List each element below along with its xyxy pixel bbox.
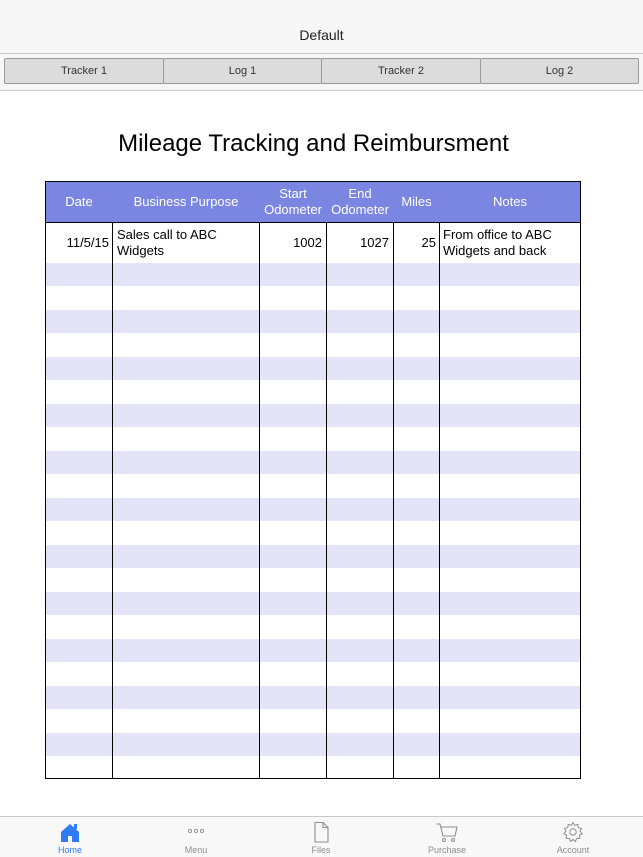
sheet-title: Mileage Tracking and Reimbursment [118,130,509,157]
sheet-tabs [0,54,643,91]
column-header-end-odometer [327,182,393,222]
tab-tracker-2[interactable]: Tracker 2 [321,58,481,84]
column-header-miles [394,182,439,222]
title-bar [0,0,643,54]
document-title: Default [299,27,344,43]
more-dots-icon [184,821,208,843]
mileage-table [45,181,581,779]
tabbar-account-label: Account [556,845,590,855]
cell-notes-line2: Widgets and back [443,243,547,258]
table-row[interactable] [46,592,580,615]
document-icon [309,821,333,843]
shopping-cart-icon [435,821,459,843]
tabbar-home[interactable] [30,817,110,857]
table-row[interactable] [46,310,580,333]
table-row[interactable] [46,357,580,380]
column-header-end-line1: End [348,186,372,201]
cell-business-purpose[interactable] [117,227,257,259]
column-divider [326,222,327,778]
cell-start-odometer[interactable]: 1002 [293,235,322,250]
table-row[interactable] [46,404,580,427]
column-header-notes-label: Notes [493,194,527,209]
tabbar-home-label: Home [57,845,82,855]
header-divider [46,222,580,223]
column-divider [259,222,260,778]
tabbar-account[interactable] [533,817,613,857]
column-header-start-odometer [260,182,326,222]
tabbar-menu[interactable] [156,817,236,857]
cell-notes[interactable] [443,227,580,259]
bottom-tab-bar [0,816,643,857]
cell-miles[interactable]: 25 [421,235,436,250]
table-row[interactable] [46,263,580,286]
table-row[interactable] [46,451,580,474]
table-row[interactable] [46,639,580,662]
gear-icon [561,821,585,843]
column-header-start-line1: Start [279,186,307,201]
cell-business-purpose-line1: Sales call to ABC [117,227,217,242]
cell-date[interactable]: 11/5/15 [66,235,109,250]
tabbar-menu-label: Menu [184,845,208,855]
tab-tracker-1[interactable]: Tracker 1 [4,58,164,84]
tab-log-2[interactable]: Log 2 [480,58,639,84]
column-divider [393,222,394,778]
cell-notes-line1: From office to ABC [443,227,552,242]
tabbar-purchase-label: Purchase [427,845,467,855]
tabbar-files-label: Files [311,845,331,855]
column-header-end-line2: Odometer [331,202,389,217]
column-divider [439,222,440,778]
tab-log-1[interactable]: Log 1 [163,58,322,84]
table-row[interactable] [46,545,580,568]
cell-end-odometer[interactable]: 1027 [360,235,389,250]
column-divider [112,222,113,778]
table-row[interactable] [46,498,580,521]
tabbar-purchase[interactable] [407,817,487,857]
table-row[interactable] [46,733,580,756]
column-header-date [46,182,112,222]
table-header-row [46,182,580,222]
cell-business-purpose-line2: Widgets [117,243,164,258]
column-header-miles-label: Miles [401,194,432,209]
column-header-business-purpose [113,182,259,222]
home-icon [58,821,82,843]
tabbar-files[interactable] [281,817,361,857]
column-header-start-line2: Odometer [264,202,322,217]
column-header-purpose-label: Business Purpose [133,194,239,209]
column-header-date-label: Date [65,194,93,209]
table-row[interactable] [46,686,580,709]
column-header-notes [440,182,580,222]
